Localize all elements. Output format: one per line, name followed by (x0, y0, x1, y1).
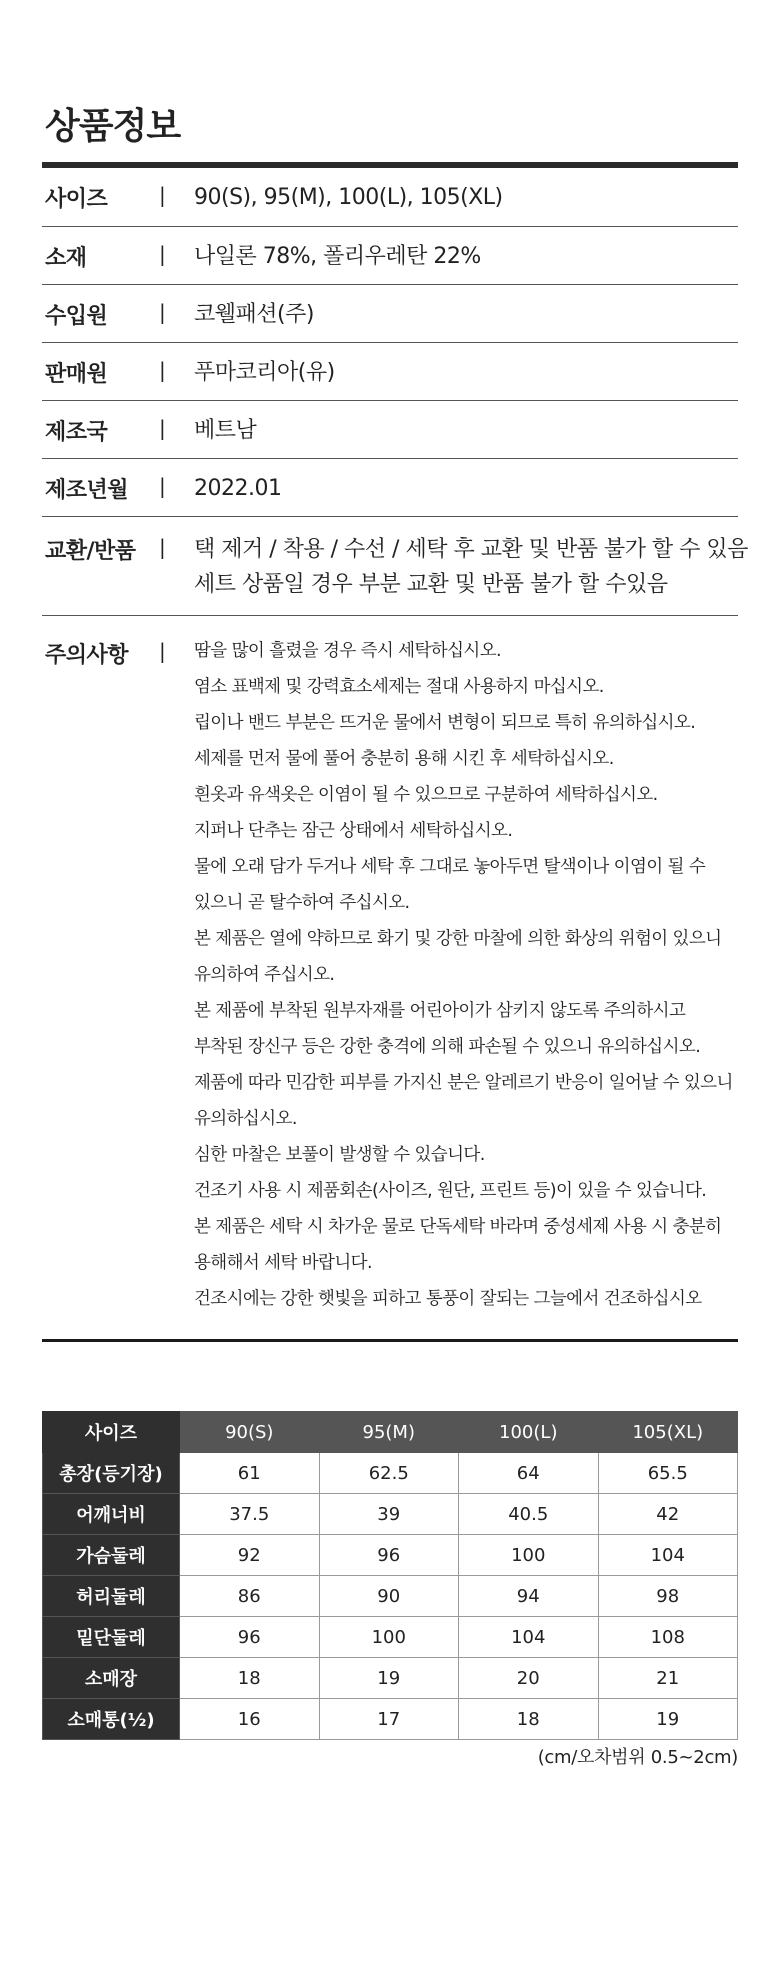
info-label: 제조국 (45, 420, 108, 445)
caution-list (194, 633, 780, 1317)
info-value (194, 413, 256, 448)
table-row (43, 1658, 738, 1699)
info-value-line: 90(S), 95(M), 100(L), 105(XL) (194, 185, 503, 210)
caution-line: 립이나 밴드 부분은 뜨거운 물에서 변형이 되므로 특히 유의하십시오. (194, 713, 696, 733)
table-cell: 16 (180, 1699, 320, 1740)
info-separator: | (159, 639, 166, 663)
info-row-material (42, 227, 738, 285)
caution-line: 유의하십시오. (194, 1109, 297, 1129)
info-value (194, 239, 481, 274)
info-label: 판매원 (45, 362, 108, 387)
table-cell: 20 (459, 1658, 599, 1699)
info-separator: | (159, 535, 166, 559)
info-label: 제조년월 (45, 478, 129, 503)
caution-line: 있으니 곧 탈수하여 주십시오. (194, 893, 410, 913)
caution-line: 본 제품은 세탁 시 차가운 물로 단독세탁 바라며 중성세제 사용 시 충분히 (194, 1217, 722, 1237)
caution-line: 심한 마찰은 보풀이 발생할 수 있습니다. (194, 1145, 485, 1165)
info-row-exchange (42, 517, 748, 616)
info-separator: | (159, 242, 166, 266)
table-cell: 42 (598, 1494, 738, 1535)
row-label: 총장(등기장) (43, 1453, 180, 1494)
section-divider (42, 1339, 738, 1342)
table-cell: 100 (319, 1617, 459, 1658)
caution-line: 용해해서 세탁 바랍니다. (194, 1253, 372, 1273)
table-cell: 96 (180, 1617, 320, 1658)
info-row-manufacture-date (42, 459, 738, 517)
info-value (194, 180, 503, 215)
table-cell: 90 (319, 1576, 459, 1617)
table-cell: 40.5 (459, 1494, 599, 1535)
caution-label: 주의사항 (45, 643, 129, 668)
table-cell: 92 (180, 1535, 320, 1576)
table-cell: 19 (319, 1658, 459, 1699)
info-value-line: 2022.01 (194, 476, 282, 501)
row-label: 밑단둘레 (43, 1617, 180, 1658)
caution-line: 건조시에는 강한 햇빛을 피하고 통풍이 잘되는 그늘에서 건조하십시오 (194, 1289, 702, 1309)
caution-line: 본 제품에 부착된 원부자재를 어린아이가 삼키지 않도록 주의하시고 (194, 1001, 686, 1021)
table-row (43, 1453, 738, 1494)
info-label: 사이즈 (45, 187, 108, 212)
table-cell: 61 (180, 1453, 320, 1494)
size-column-header: 105(XL) (598, 1412, 738, 1453)
size-column-header: 95(M) (319, 1412, 459, 1453)
info-value-line: 세트 상품일 경우 부분 교환 및 반품 불가 할 수있음 (194, 572, 668, 597)
table-cell: 37.5 (180, 1494, 320, 1535)
row-label: 어깨너비 (43, 1494, 180, 1535)
caution-line: 본 제품은 열에 약하므로 화기 및 강한 마찰에 의한 화상의 위험이 있으니 (194, 929, 722, 949)
size-table-header (43, 1412, 738, 1453)
table-cell: 18 (180, 1658, 320, 1699)
info-row-importer (42, 285, 738, 343)
table-cell: 19 (598, 1699, 738, 1740)
table-row (43, 1535, 738, 1576)
caution-line: 지퍼나 단추는 잠근 상태에서 세탁하십시오. (194, 821, 513, 841)
table-cell: 108 (598, 1617, 738, 1658)
caution-line: 부착된 장신구 등은 강한 충격에 의해 파손될 수 있으니 유의하십시오. (194, 1037, 701, 1057)
info-value-line: 푸마코리아(유) (194, 360, 335, 385)
table-cell: 64 (459, 1453, 599, 1494)
table-cell: 94 (459, 1576, 599, 1617)
info-value-line: 코웰패션(주) (194, 302, 314, 327)
table-cell: 104 (459, 1617, 599, 1658)
page-title: 상품정보 (45, 106, 181, 147)
table-row (43, 1494, 738, 1535)
size-column-header: 90(S) (180, 1412, 320, 1453)
table-cell: 86 (180, 1576, 320, 1617)
info-value-line: 나일론 78%, 폴리우레탄 22% (194, 244, 481, 269)
caution-line: 건조기 사용 시 제품회손(사이즈, 원단, 프린트 등)이 있을 수 있습니다. (194, 1181, 707, 1201)
size-column-header: 100(L) (459, 1412, 599, 1453)
table-cell: 39 (319, 1494, 459, 1535)
caution-line: 제품에 따라 민감한 피부를 가지신 분은 알레르기 반응이 일어날 수 있으니 (194, 1073, 733, 1093)
table-cell: 21 (598, 1658, 738, 1699)
info-label: 수입원 (45, 304, 108, 329)
table-cell: 98 (598, 1576, 738, 1617)
info-separator: | (159, 474, 166, 498)
info-value (194, 471, 281, 506)
row-label: 가슴둘레 (43, 1535, 180, 1576)
table-cell: 65.5 (598, 1453, 738, 1494)
info-value-line: 택 제거 / 착용 / 수선 / 세탁 후 교환 및 반품 불가 할 수 있음 (194, 537, 748, 562)
table-row (43, 1576, 738, 1617)
info-separator: | (159, 358, 166, 382)
info-value-line: 베트남 (194, 418, 257, 443)
info-label: 교환/반품 (45, 539, 136, 564)
info-value (194, 297, 314, 332)
info-value (194, 532, 748, 602)
size-table (42, 1411, 738, 1740)
table-cell: 104 (598, 1535, 738, 1576)
info-row-seller (42, 343, 738, 401)
info-row-size (42, 168, 738, 227)
info-value (194, 355, 335, 390)
size-table-corner: 사이즈 (43, 1412, 180, 1453)
info-row-country (42, 401, 738, 459)
info-separator: | (159, 183, 166, 207)
table-cell: 96 (319, 1535, 459, 1576)
caution-line: 유의하여 주십시오. (194, 965, 335, 985)
caution-line: 땀을 많이 흘렸을 경우 즉시 세탁하십시오. (194, 641, 501, 661)
size-note: (cm/오차범위 0.5~2cm) (537, 1747, 738, 1768)
table-row (43, 1617, 738, 1658)
table-cell: 17 (319, 1699, 459, 1740)
table-cell: 100 (459, 1535, 599, 1576)
table-row (43, 1699, 738, 1740)
table-cell: 62.5 (319, 1453, 459, 1494)
caution-line: 흰옷과 유색옷은 이염이 될 수 있으므로 구분하여 세탁하십시오. (194, 785, 658, 805)
row-label: 소매통(½) (43, 1699, 180, 1740)
info-separator: | (159, 300, 166, 324)
info-separator: | (159, 416, 166, 440)
row-label: 허리둘레 (43, 1576, 180, 1617)
caution-line: 염소 표백제 및 강력효소세제는 절대 사용하지 마십시오. (194, 677, 604, 697)
caution-line: 물에 오래 담가 두거나 세탁 후 그대로 놓아두면 탈색이나 이염이 될 수 (194, 857, 706, 877)
info-label: 소재 (45, 246, 87, 271)
table-cell: 18 (459, 1699, 599, 1740)
row-label: 소매장 (43, 1658, 180, 1699)
caution-line: 세제를 먼저 물에 풀어 충분히 용해 시킨 후 세탁하십시오. (194, 749, 614, 769)
